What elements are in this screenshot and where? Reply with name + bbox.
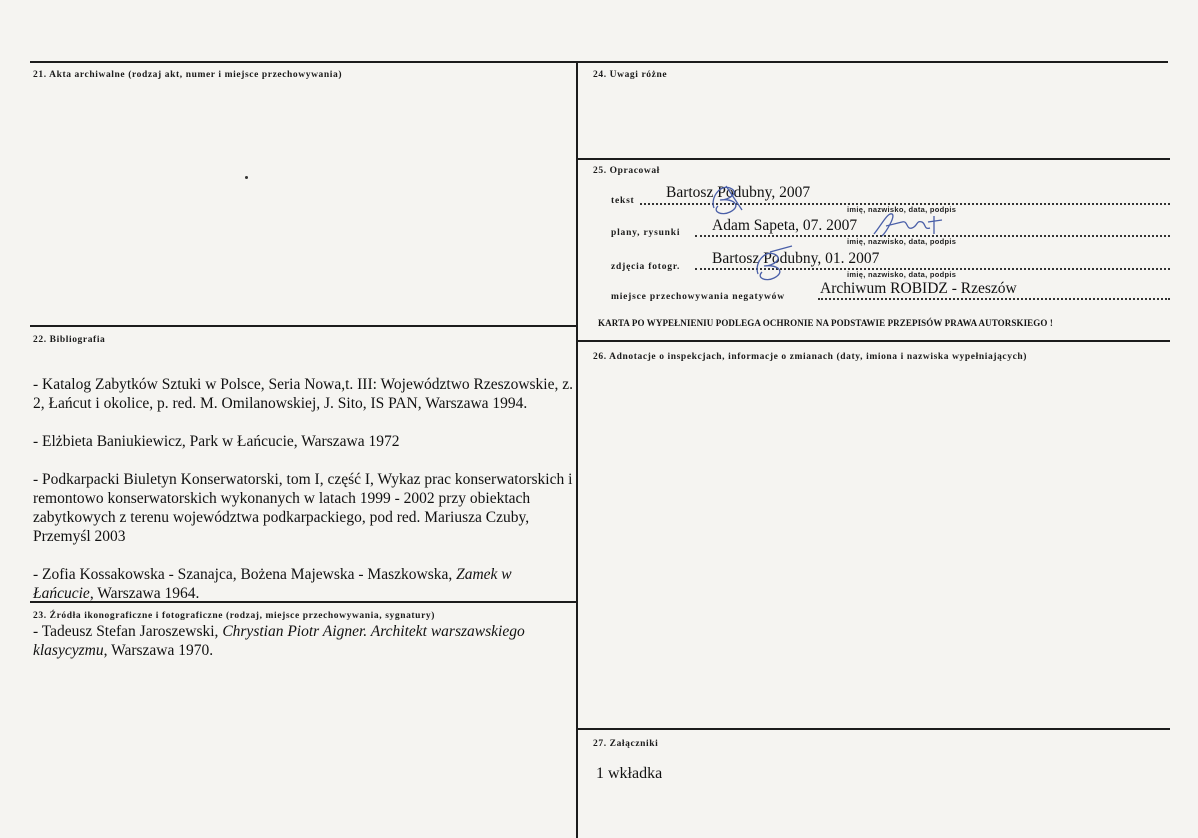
divider-25-26 xyxy=(578,340,1170,342)
section-24-label: 24. Uwagi różne xyxy=(593,70,668,80)
field-zdjecia-label: zdjęcia fotogr. xyxy=(611,262,681,272)
section-27-label: 27. Załączniki xyxy=(593,739,659,749)
copyright-notice: KARTA PO WYPEŁNIENIU PODLEGA OCHRONIE NA PODSTAWIE PRZEPISÓW PRAWA AUTORSKIEGO ! xyxy=(598,318,1053,328)
top-border xyxy=(30,61,1168,63)
center-divider xyxy=(576,61,578,838)
section-21-label: 21. Akta archiwalne (rodzaj akt, numer i miejsce przechowywania) xyxy=(33,70,343,80)
divider-21-22 xyxy=(30,325,576,327)
book-title: Zamek w Łańcucie xyxy=(33,566,512,602)
field-plany-caption: imię, nazwisko, data, podpis xyxy=(847,237,957,246)
stray-mark xyxy=(245,176,248,179)
field-miejsce-line xyxy=(818,298,1170,300)
field-plany-label: plany, rysunki xyxy=(611,228,681,238)
signature-zdjecia xyxy=(746,242,806,284)
field-zdjecia-value: Bartosz Podubny, 01. 2007 xyxy=(712,250,880,267)
field-tekst-caption: imię, nazwisko, data, podpis xyxy=(847,205,957,214)
field-tekst-value: Bartosz Podubny, 2007 xyxy=(666,184,811,201)
field-zdjecia-caption: imię, nazwisko, data, podpis xyxy=(847,270,957,279)
book-title: Chrystian Piotr Aigner. Architekt warszawskiego klasycyzmu xyxy=(33,623,525,659)
field-plany-value: Adam Sapeta, 07. 2007 xyxy=(712,217,858,234)
bibliography-entry: - Elżbieta Baniukiewicz, Park w Łańcucie, Warszawa 1972 xyxy=(33,433,400,450)
divider-24-25 xyxy=(578,158,1170,160)
field-tekst-label: tekst xyxy=(611,196,635,206)
section-26-label: 26. Adnotacje o inspekcjach, informacje o zmianach (daty, imiona i nazwiska wypełniających) xyxy=(593,352,1028,362)
bibliography-entry: - Zofia Kossakowska - Szanajca, Bożena Majewska - Maszkowska, Zamek w Łańcucie, Warszawa 1964. xyxy=(33,566,512,602)
divider-26-27 xyxy=(578,728,1170,730)
attachment-value: 1 wkładka xyxy=(596,765,663,782)
field-miejsce-label: miejsce przechowywania negatywów xyxy=(611,292,785,302)
section-25-label: 25. Opracował xyxy=(593,166,660,176)
section-22-label: 22. Bibliografia xyxy=(33,335,106,345)
signature-tekst xyxy=(700,178,760,218)
bibliography-entry: - Katalog Zabytków Sztuki w Polsce, Seria Nowa,t. III: Województwo Rzeszowskie, z. 2, Łańcut i okolice, p. red. M. Omilanowskiej, J. Sito, IS PAN, Warszawa 1994. xyxy=(33,376,573,412)
section-23-label: 23. Źródła ikonograficzne i fotograficzne (rodzaj, miejsce przechowywania, sygnatury) xyxy=(33,611,435,621)
field-miejsce-value: Archiwum ROBIDZ - Rzeszów xyxy=(820,280,1017,297)
bibliography-entry: - Podkarpacki Biuletyn Konserwatorski, tom I, część I, Wykaz prac konserwatorskich i remontowo konserwatorskich wykonanych w latach 1999 - 2002 przy obiektach zabytkowych z terenu województwa podkarpackiego, pod red. Mariusza Czuby, Przemyśl 2003 xyxy=(33,471,573,545)
signature-plany xyxy=(868,206,948,242)
bibliography-entry: - Tadeusz Stefan Jaroszewski, Chrystian Piotr Aigner. Architekt warszawskiego klasycyzmu, Warszawa 1970. xyxy=(33,623,525,659)
